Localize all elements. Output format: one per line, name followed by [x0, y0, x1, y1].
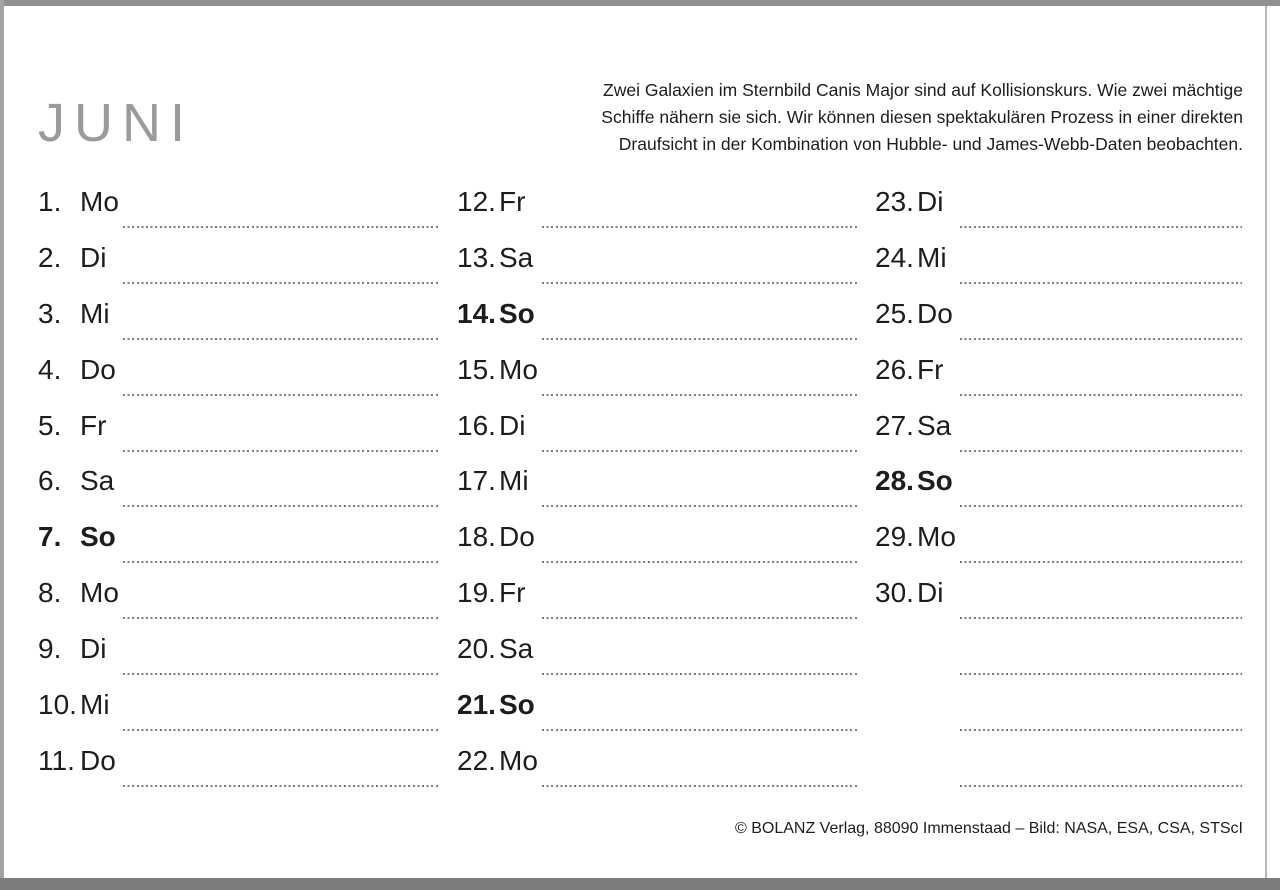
writing-line	[542, 729, 857, 731]
writing-line	[123, 505, 438, 507]
day-label	[875, 355, 943, 386]
writing-line	[960, 282, 1242, 284]
info-text	[601, 77, 1243, 158]
day-row	[457, 737, 857, 793]
day-weekday: Do	[499, 521, 535, 553]
day-row	[38, 457, 438, 513]
day-label	[875, 187, 943, 218]
day-row	[457, 346, 857, 402]
day-row	[38, 234, 438, 290]
day-label	[38, 746, 116, 777]
day-weekday: Sa	[499, 633, 534, 665]
info-text-line: Zwei Galaxien im Sternbild Canis Major sind auf Kollisionskurs. Wie zwei mächtige	[603, 80, 1243, 100]
writing-line	[542, 450, 857, 452]
writing-line	[123, 450, 438, 452]
day-label	[457, 411, 525, 442]
day-row	[457, 290, 857, 346]
day-number: 23.	[875, 186, 914, 217]
day-row	[457, 513, 857, 569]
writing-line	[123, 282, 438, 284]
day-row	[38, 178, 438, 234]
calendar-column-1	[38, 178, 438, 793]
writing-line	[123, 226, 438, 228]
day-number: 3.	[38, 297, 62, 329]
day-row	[875, 346, 1242, 402]
day-weekday: Di	[917, 577, 944, 609]
day-weekday: Mo	[80, 186, 119, 217]
day-label	[38, 243, 106, 274]
writing-line	[960, 226, 1242, 228]
day-label	[875, 299, 953, 330]
writing-line	[542, 785, 857, 787]
writing-line	[960, 617, 1242, 619]
day-number: 26.	[875, 353, 914, 385]
day-row	[38, 625, 438, 681]
day-label	[875, 466, 953, 497]
day-weekday: Do	[80, 744, 116, 776]
day-number: 1.	[38, 186, 62, 217]
writing-line	[123, 617, 438, 619]
day-weekday: Do	[917, 297, 953, 329]
day-row	[38, 402, 438, 458]
day-label	[457, 355, 538, 386]
empty-row	[875, 681, 1242, 737]
day-label	[38, 466, 114, 497]
writing-line	[123, 729, 438, 731]
writing-line	[542, 282, 857, 284]
day-weekday: Mi	[80, 689, 110, 721]
day-row	[875, 402, 1242, 458]
calendar-grid	[38, 178, 1242, 793]
day-row	[875, 457, 1242, 513]
day-weekday: Di	[80, 633, 107, 665]
day-number: 8.	[38, 577, 62, 609]
day-weekday: Mi	[499, 465, 529, 497]
day-number: 30.	[875, 577, 914, 609]
writing-line	[542, 561, 857, 563]
writing-line	[123, 561, 438, 563]
empty-row	[875, 625, 1242, 681]
writing-line	[123, 785, 438, 787]
writing-line	[960, 729, 1242, 731]
day-number: 11.	[38, 744, 75, 776]
writing-line	[542, 505, 857, 507]
day-label	[875, 411, 951, 442]
day-label	[38, 690, 110, 721]
day-row	[875, 234, 1242, 290]
info-text-line: Schiffe nähern sie sich. Wir können diesen spektakulären Prozess in einer direkten	[601, 107, 1243, 127]
day-label	[457, 187, 525, 218]
day-label	[38, 411, 106, 442]
day-weekday: Do	[80, 353, 116, 385]
writing-line	[960, 394, 1242, 396]
day-weekday: So	[917, 465, 953, 497]
day-number: 15.	[457, 353, 496, 385]
info-text-line: Draufsicht in der Kombination von Hubble- und James-Webb-Daten beobachten.	[618, 134, 1243, 154]
day-number: 19.	[457, 577, 496, 609]
day-label	[875, 746, 917, 777]
day-row	[875, 569, 1242, 625]
day-row	[875, 290, 1242, 346]
day-row	[38, 569, 438, 625]
day-number: 21.	[457, 689, 496, 721]
day-label	[38, 522, 116, 553]
day-weekday: Sa	[917, 409, 952, 441]
day-row	[457, 681, 857, 737]
page-border-left	[0, 0, 4, 878]
day-number: 14.	[457, 297, 496, 329]
page-border-bottom	[0, 878, 1280, 890]
writing-line	[123, 394, 438, 396]
day-label	[457, 243, 533, 274]
day-number: 12.	[457, 186, 496, 217]
day-weekday: Fr	[80, 409, 107, 441]
day-weekday: Mo	[499, 744, 538, 776]
writing-line	[960, 338, 1242, 340]
day-weekday: Sa	[499, 241, 534, 273]
writing-line	[960, 450, 1242, 452]
writing-line	[542, 226, 857, 228]
day-weekday: So	[499, 297, 535, 329]
calendar-column-3	[875, 178, 1242, 793]
day-number: 9.	[38, 633, 62, 665]
page-border-top	[0, 0, 1280, 6]
day-number: 18.	[457, 521, 496, 553]
writing-line	[123, 673, 438, 675]
day-weekday: Mo	[917, 521, 956, 553]
day-label	[457, 578, 525, 609]
writing-line	[960, 505, 1242, 507]
day-label	[457, 522, 535, 553]
day-weekday: Di	[499, 409, 526, 441]
day-weekday: Di	[917, 186, 944, 217]
day-label	[457, 466, 529, 497]
day-number: 10.	[38, 689, 77, 721]
day-number: 2.	[38, 241, 62, 273]
day-row	[457, 625, 857, 681]
writing-line	[542, 394, 857, 396]
writing-line	[960, 673, 1242, 675]
day-label	[38, 634, 106, 665]
day-label	[38, 299, 110, 330]
day-number: 27.	[875, 409, 914, 441]
day-number: 20.	[457, 633, 496, 665]
day-number: 28.	[875, 465, 914, 497]
day-number: 5.	[38, 409, 62, 441]
day-row	[875, 513, 1242, 569]
writing-line	[960, 785, 1242, 787]
day-weekday: So	[80, 521, 116, 553]
day-weekday: Sa	[80, 465, 115, 497]
day-label	[457, 746, 538, 777]
day-weekday: Mo	[80, 577, 119, 609]
day-row	[875, 178, 1242, 234]
day-weekday: Mi	[917, 241, 947, 273]
day-weekday: Mo	[499, 353, 538, 385]
empty-row	[875, 737, 1242, 793]
day-weekday: Fr	[499, 186, 526, 217]
writing-line	[542, 673, 857, 675]
day-row	[38, 346, 438, 402]
day-number: 6.	[38, 465, 62, 497]
day-label	[457, 299, 535, 330]
day-number: 13.	[457, 241, 496, 273]
day-weekday: Di	[80, 241, 107, 273]
day-row	[38, 681, 438, 737]
day-label	[38, 187, 119, 218]
calendar-column-2	[457, 178, 857, 793]
day-number: 22.	[457, 744, 496, 776]
day-row	[38, 290, 438, 346]
writing-line	[960, 561, 1242, 563]
day-label	[457, 634, 533, 665]
day-row	[457, 178, 857, 234]
day-label	[38, 355, 116, 386]
day-row	[38, 513, 438, 569]
day-number: 16.	[457, 409, 496, 441]
day-row	[457, 234, 857, 290]
day-number: 24.	[875, 241, 914, 273]
day-number: 25.	[875, 297, 914, 329]
day-number: 29.	[875, 521, 914, 553]
publisher-credit: © BOLANZ Verlag, 88090 Immenstaad – Bild: NASA, ESA, CSA, STScI	[734, 820, 1243, 837]
day-row	[457, 457, 857, 513]
page-border-right	[1265, 6, 1267, 878]
writing-line	[123, 338, 438, 340]
day-row	[38, 737, 438, 793]
day-weekday: Mi	[80, 297, 110, 329]
day-number: 7.	[38, 521, 62, 553]
writing-line	[542, 338, 857, 340]
day-row	[457, 402, 857, 458]
writing-line	[542, 617, 857, 619]
day-label	[875, 690, 917, 721]
day-weekday: Fr	[499, 577, 526, 609]
day-label	[875, 578, 943, 609]
day-label	[875, 522, 956, 553]
day-label	[875, 243, 947, 274]
day-number: 17.	[457, 465, 496, 497]
day-label	[457, 690, 535, 721]
day-row	[457, 569, 857, 625]
day-label	[875, 634, 917, 665]
day-label	[38, 578, 119, 609]
month-title: JUNI	[38, 93, 194, 153]
day-number: 4.	[38, 353, 62, 385]
day-weekday: So	[499, 689, 535, 721]
day-weekday: Fr	[917, 353, 944, 385]
